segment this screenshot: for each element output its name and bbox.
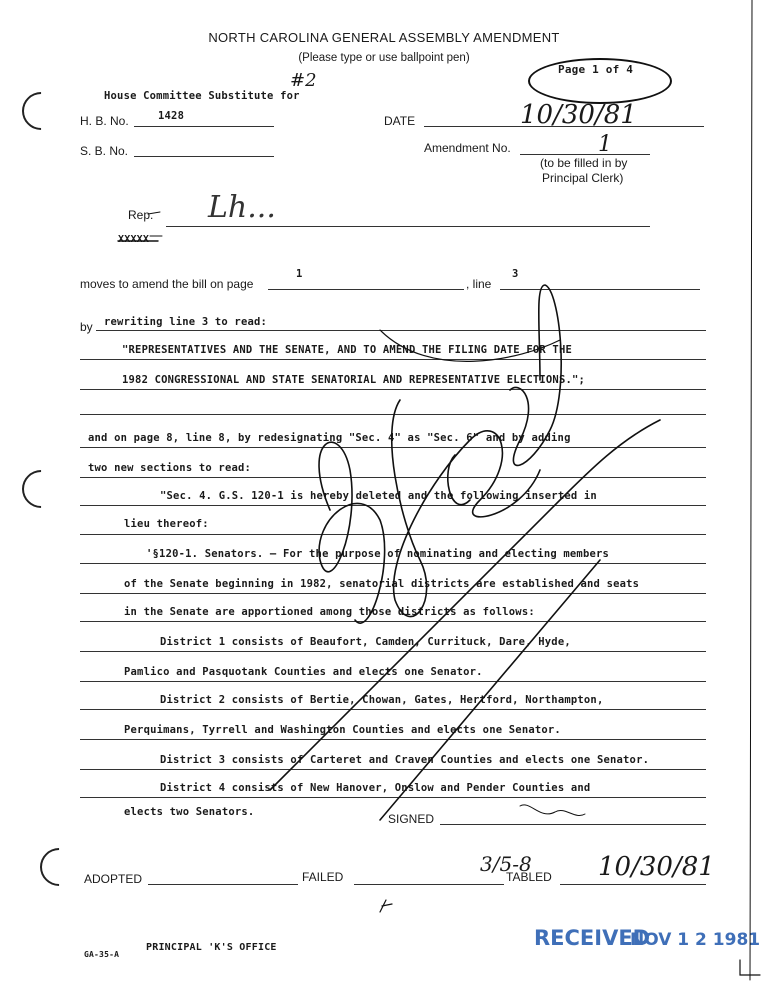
moves-label: moves to amend the bill on page: [80, 277, 254, 291]
sb-label: S. B. No.: [80, 144, 129, 158]
body-line: and on page 8, line 8, by redesignating "Sec. 4" as "Sec. 6" and by adding: [88, 432, 571, 444]
date-label: DATE: [384, 114, 416, 128]
adopted-label: ADOPTED: [84, 872, 143, 886]
office-label: PRINCIPAL 'K'S OFFICE: [146, 942, 277, 953]
hb-label: H. B. No.: [80, 114, 129, 128]
rep-signature[interactable]: Lh...: [208, 190, 276, 225]
body-line: two new sections to read:: [88, 462, 252, 474]
committee-substitute: House Committee Substitute for: [104, 90, 300, 102]
committee-number: #2: [290, 70, 317, 91]
sen-label-struck: XXXXX: [118, 234, 150, 245]
body-line: of the Senate beginning in 1982, senatorial districts are established and seats: [124, 578, 640, 590]
date-value[interactable]: 10/30/81: [520, 100, 637, 130]
clerk-note-2: Principal Clerk): [542, 171, 624, 185]
tabled-hand-note: 3/5-8: [480, 852, 532, 876]
line-value[interactable]: 3: [512, 268, 519, 280]
body-line: "Sec. 4. G.S. 120-1 is hereby deleted and the following inserted in: [160, 490, 597, 502]
by-label: by: [80, 320, 93, 334]
body-line: "REPRESENTATIVES AND THE SENATE, AND TO AMEND THE FILING DATE FOR THE: [122, 344, 572, 356]
rep-label: Rep.: [128, 208, 154, 222]
tabled-date[interactable]: 10/30/81: [598, 852, 715, 882]
clerk-note-1: (to be filled in by: [540, 156, 628, 170]
body-line: District 3 consists of Carteret and Craven Counties and elects one Senator.: [160, 754, 650, 766]
body-line: District 2 consists of Bertie, Chowan, Gates, Hertford, Northampton,: [160, 694, 604, 706]
page-indicator: Page 1 of 4: [558, 63, 634, 76]
body-line: elects two Senators.: [124, 806, 255, 818]
received-stamp: RECEIVED: [534, 926, 651, 950]
tabled-label: TABLED: [506, 870, 552, 884]
line-label: , line: [466, 277, 492, 291]
body-line: '§120-1. Senators. — For the purpose of nominating and electing members: [146, 548, 610, 560]
form-code: GA-35-A: [84, 950, 120, 959]
form-instruction: (Please type or use ballpoint pen): [298, 52, 470, 64]
body-line: 1982 CONGRESSIONAL AND STATE SENATORIAL AND REPRESENTATIVE ELECTIONS.";: [122, 374, 586, 386]
body-line: lieu thereof:: [124, 518, 209, 530]
body-line: rewriting line 3 to read:: [104, 316, 268, 328]
body-line: Pamlico and Pasquotank Counties and elects one Senator.: [124, 666, 483, 678]
received-date: NOV 1 2 1981: [630, 930, 761, 950]
amendment-value[interactable]: 1: [598, 132, 612, 157]
page-value[interactable]: 1: [296, 268, 303, 280]
hb-value[interactable]: 1428: [158, 110, 185, 122]
signed-label: SIGNED: [388, 812, 435, 826]
body-line: District 4 consists of New Hanover, Onslow and Pender Counties and: [160, 782, 591, 794]
body-line: District 1 consists of Beaufort, Camden, Currituck, Dare, Hyde,: [160, 636, 571, 648]
body-line: Perquimans, Tyrrell and Washington Counties and elects one Senator.: [124, 724, 561, 736]
failed-label: FAILED: [302, 870, 344, 884]
form-title: NORTH CAROLINA GENERAL ASSEMBLY AMENDMENT: [208, 30, 560, 45]
body-line: in the Senate are apportioned among those districts as follows:: [124, 606, 535, 618]
amendment-label: Amendment No.: [424, 141, 511, 155]
